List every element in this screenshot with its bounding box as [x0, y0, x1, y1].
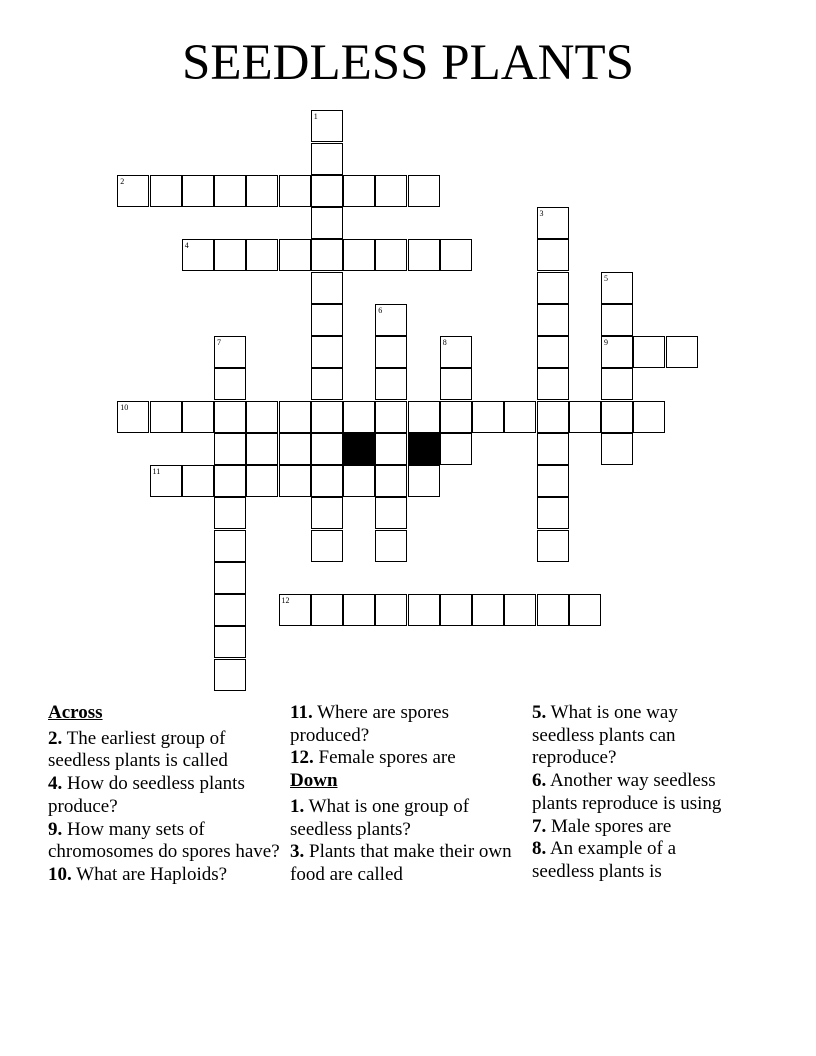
grid-cell[interactable]: [375, 175, 407, 207]
clue-number-12: 12: [281, 596, 290, 605]
black-square: [408, 433, 440, 465]
grid-cell[interactable]: [601, 401, 633, 433]
grid-cell[interactable]: [214, 433, 246, 465]
grid-cell[interactable]: [472, 401, 504, 433]
grid-cell[interactable]: [375, 497, 407, 529]
grid-cell[interactable]: [311, 143, 343, 175]
grid-cell[interactable]: [182, 239, 214, 271]
grid-cell[interactable]: [214, 336, 246, 368]
grid-cell[interactable]: [537, 401, 569, 433]
grid-cell[interactable]: [246, 239, 278, 271]
clue-across-12: 12. Female spores are: [290, 747, 456, 769]
grid-cell[interactable]: [311, 433, 343, 465]
grid-cell[interactable]: [408, 401, 440, 433]
grid-cell[interactable]: [214, 659, 246, 691]
grid-cell[interactable]: [472, 594, 504, 626]
grid-cell[interactable]: [601, 336, 633, 368]
grid-cell[interactable]: [633, 336, 665, 368]
grid-cell[interactable]: [311, 336, 343, 368]
clue-across-2: 2. The earliest group of seedless plants is called: [48, 727, 228, 772]
grid-cell[interactable]: [440, 401, 472, 433]
clue-down-5: 5. What is one way seedless plants can reproduce?: [532, 702, 678, 769]
grid-cell[interactable]: [440, 368, 472, 400]
grid-cell[interactable]: [537, 272, 569, 304]
grid-cell[interactable]: [311, 530, 343, 562]
grid-cell[interactable]: [150, 175, 182, 207]
grid-cell[interactable]: [279, 465, 311, 497]
clue-number-8: 8: [442, 338, 447, 347]
grid-cell[interactable]: [246, 401, 278, 433]
clue-number-11: 11: [152, 467, 161, 476]
grid-cell[interactable]: [666, 336, 698, 368]
grid-cell[interactable]: [569, 401, 601, 433]
clue-down-7: 7. Male spores are: [532, 815, 672, 837]
clue-number-10: 10: [120, 402, 129, 412]
clues-column-2: [290, 702, 530, 887]
grid-cell[interactable]: [440, 433, 472, 465]
grid-cell[interactable]: [375, 401, 407, 433]
grid-cell[interactable]: [214, 368, 246, 400]
grid-cell[interactable]: [117, 401, 149, 433]
grid-cell[interactable]: [504, 401, 536, 433]
grid-cell[interactable]: [440, 239, 472, 271]
grid-cell[interactable]: [214, 239, 246, 271]
clues-column-3: [532, 702, 732, 884]
grid-cell[interactable]: [214, 465, 246, 497]
clue-down-8: 8. An example of a seedless plants is: [532, 838, 677, 882]
grid-cell[interactable]: [343, 239, 375, 271]
grid-cell[interactable]: [375, 530, 407, 562]
grid-cell[interactable]: [440, 594, 472, 626]
clue-number-3: 3: [539, 209, 544, 218]
clue-down-6: 6. Another way seedless plants reproduce is using: [532, 770, 722, 814]
grid-cell[interactable]: [311, 175, 343, 207]
grid-cell[interactable]: [311, 465, 343, 497]
grid-cell[interactable]: [601, 433, 633, 465]
grid-cell[interactable]: [375, 368, 407, 400]
grid-cell[interactable]: [150, 465, 182, 497]
grid-cell[interactable]: [246, 175, 278, 207]
puzzle-title: SEEDLESS PLANTS: [182, 35, 634, 91]
clue-number-9: 9: [604, 338, 608, 347]
grid-cell[interactable]: [343, 594, 375, 626]
clue-down-3: 3. Plants that make their own food are called: [290, 841, 512, 885]
grid-cell[interactable]: [408, 465, 440, 497]
grid-cell[interactable]: [537, 530, 569, 562]
grid-cell[interactable]: [214, 530, 246, 562]
grid-cell[interactable]: [633, 401, 665, 433]
grid-cell[interactable]: [408, 594, 440, 626]
clue-number-5: 5: [604, 273, 608, 283]
grid-cell[interactable]: [375, 336, 407, 368]
grid-cell[interactable]: [601, 304, 633, 336]
grid-cell[interactable]: [279, 175, 311, 207]
clues-column-1: [48, 702, 280, 887]
black-square: [343, 433, 375, 465]
grid-cell[interactable]: [311, 304, 343, 336]
grid-cell[interactable]: [537, 304, 569, 336]
grid-cell[interactable]: [246, 433, 278, 465]
grid-cell[interactable]: [375, 239, 407, 271]
across-heading: Across: [48, 702, 103, 723]
grid-cell[interactable]: [537, 336, 569, 368]
grid-cell[interactable]: [150, 401, 182, 433]
grid-cell[interactable]: [182, 401, 214, 433]
grid-cell[interactable]: [311, 239, 343, 271]
clue-number-2: 2: [120, 176, 125, 186]
clue-number-6: 6: [378, 305, 383, 315]
grid-cell[interactable]: [311, 207, 343, 239]
grid-cell[interactable]: [408, 239, 440, 271]
grid-cell[interactable]: [311, 272, 343, 304]
grid-cell[interactable]: [569, 594, 601, 626]
grid-cell[interactable]: [343, 175, 375, 207]
grid-cell[interactable]: [537, 465, 569, 497]
clue-down-1: 1. What is one group of seedless plants?: [290, 795, 470, 840]
grid-cell[interactable]: [537, 368, 569, 400]
grid-cell[interactable]: [279, 401, 311, 433]
grid-cell[interactable]: [246, 465, 278, 497]
grid-cell[interactable]: [601, 368, 633, 400]
grid-cell[interactable]: [311, 110, 343, 142]
clue-number-1: 1: [313, 112, 318, 122]
grid-cell[interactable]: [214, 626, 246, 658]
grid-cell[interactable]: [214, 594, 246, 626]
grid-cell[interactable]: [279, 433, 311, 465]
grid-cell[interactable]: [504, 594, 536, 626]
grid-cell[interactable]: [375, 465, 407, 497]
grid-cell[interactable]: [537, 497, 569, 529]
clue-across-11: 11. Where are spores produced?: [290, 702, 449, 746]
grid-cell[interactable]: [343, 401, 375, 433]
grid-cell[interactable]: [375, 433, 407, 465]
grid-cell[interactable]: [440, 336, 472, 368]
grid-cell[interactable]: [311, 401, 343, 433]
grid-cell[interactable]: [537, 239, 569, 271]
clue-number-4: 4: [184, 241, 189, 251]
down-heading: Down: [290, 770, 338, 792]
grid-cell[interactable]: [182, 465, 214, 497]
grid-cell[interactable]: [214, 175, 246, 207]
grid-cell[interactable]: [537, 594, 569, 626]
grid-cell[interactable]: [375, 304, 407, 336]
clue-number-7: 7: [217, 338, 221, 347]
grid-cell[interactable]: [375, 594, 407, 626]
grid-cell[interactable]: [117, 175, 149, 207]
clue-across-4: 4. How do seedless plants produce?: [48, 773, 245, 817]
grid-cell[interactable]: [214, 497, 246, 529]
grid-cell[interactable]: [311, 594, 343, 626]
grid-cell[interactable]: [311, 497, 343, 529]
grid-cell[interactable]: [279, 594, 311, 626]
grid-cell[interactable]: [182, 175, 214, 207]
grid-cell[interactable]: [408, 175, 440, 207]
grid-cell[interactable]: [279, 239, 311, 271]
grid-cell[interactable]: [343, 465, 375, 497]
grid-cell[interactable]: [214, 401, 246, 433]
grid-cell[interactable]: [537, 433, 569, 465]
grid-cell[interactable]: [311, 368, 343, 400]
clue-across-10: 10. What are Haploids?: [48, 863, 228, 885]
grid-cell[interactable]: [537, 207, 569, 239]
grid-cell[interactable]: [601, 272, 633, 304]
grid-cell[interactable]: [214, 562, 246, 594]
clue-across-9: 9. How many sets of chromosomes do spores have?: [48, 818, 280, 863]
